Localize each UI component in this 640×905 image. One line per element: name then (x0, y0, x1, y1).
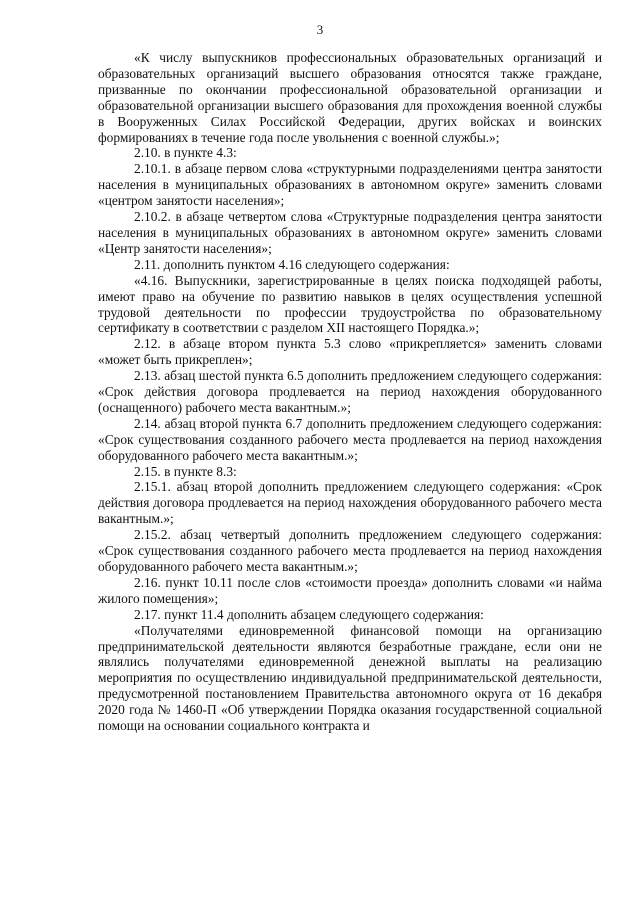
page-number: 3 (316, 22, 324, 37)
paragraph-2-11: 2.11. дополнить пунктом 4.16 следующего содержания: (134, 256, 450, 272)
paragraph-financial-aid-quote: «Получателями единовременной финансовой помощи на организацию предпринимательской деятельности являются безработные граждане, если они не являлись получателями единовременной денежной выплаты на реализацию мероприятия по осуществлению индивидуальной предпринимательской деятельности, предусмотренной постановлением Правительства автономного округа от 16 декабря 2020 года № 1460-П «Об утверждении Порядка оказания государственной социальной помощи на основании социального контракта и (98, 622, 602, 734)
paragraph-2-15-2: 2.15.2. абзац четвертый дополнить предложением следующего содержания: «Срок существования созданного рабочего места продлевается на период нахождения оборудованного рабочего места вакантным.»; (98, 527, 602, 574)
paragraph-4-16-quote: «4.16. Выпускники, зарегистрированные в целях поиска подходящей работы, имеют право на обучение по развитию навыков в целях осуществления успешной трудовой деятельности по профессии трудоустройства по образовательному сертификату в соответствии с разделом XII настоящего Порядка.»; (98, 272, 602, 336)
paragraph-2-10: 2.10. в пункте 4.3: (134, 145, 237, 161)
document-body (98, 50, 602, 734)
paragraph-2-15: 2.15. в пункте 8.3: (134, 463, 237, 479)
paragraph-graduates-definition: «К числу выпускников профессиональных образовательных организаций и образовательных организаций высшего образования относятся также граждане, призванные по окончании профессиональной образовательной организации и образовательной организации высшего образования для прохождения военной службы в Вооруженных Силах Российской Федерации, других войсках и воинских формированиях в течение года после увольнения с военной службы.»; (98, 50, 602, 145)
paragraph-2-16: 2.16. пункт 10.11 после слов «стоимости проезда» дополнить словами «и найма жилого помещения»; (98, 574, 602, 606)
paragraph-2-12: 2.12. в абзаце втором пункта 5.3 слово «прикрепляется» заменить словами «может быть прикреплен»; (98, 336, 602, 368)
paragraph-2-13: 2.13. абзац шестой пункта 6.5 дополнить предложением следующего содержания: «Срок действия договора продлевается на период нахождения оборудованного (оснащенного) рабочего места вакантным.»; (98, 368, 602, 415)
paragraph-2-17: 2.17. пункт 11.4 дополнить абзацем следующего содержания: (134, 606, 484, 622)
paragraph-2-15-1: 2.15.1. абзац второй дополнить предложением следующего содержания: «Срок действия договора продлевается на период нахождения оборудованного рабочего места вакантным.»; (98, 479, 602, 527)
paragraph-2-10-2: 2.10.2. в абзаце четвертом слова «Структурные подразделения центра занятости населения в муниципальных образованиях в автономном округе» заменить словами «Центр занятости населения»; (98, 209, 602, 256)
paragraph-2-10-1: 2.10.1. в абзаце первом слова «структурными подразделениями центра занятости населения в муниципальных образованиях в автономном округе» заменить словами «центром занятости населения»; (98, 161, 602, 209)
paragraph-2-14: 2.14. абзац второй пункта 6.7 дополнить предложением следующего содержания: «Срок существования созданного рабочего места продлевается на период нахождения оборудованного рабочего места вакантным.»; (98, 415, 602, 463)
